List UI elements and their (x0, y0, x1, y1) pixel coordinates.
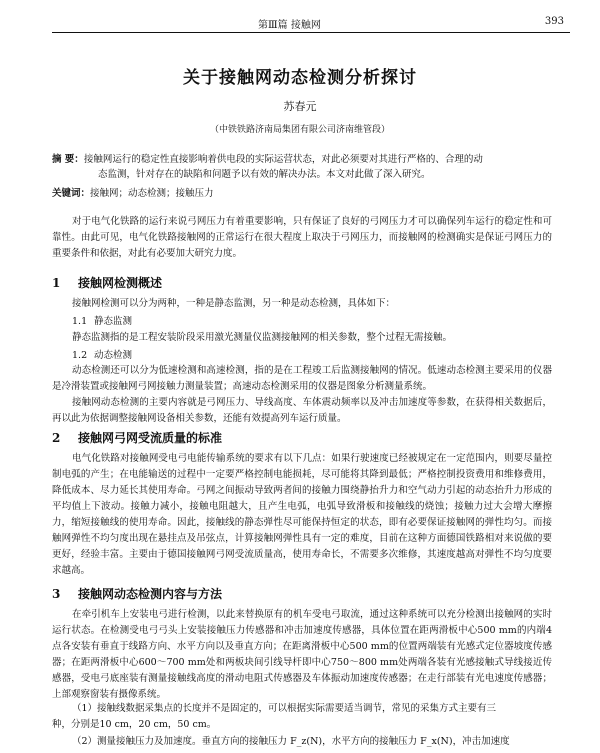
section-2-number: 2 (52, 431, 61, 445)
subsection-1-2-title: 动态检测 (94, 350, 133, 361)
section-3-number: 3 (52, 587, 61, 601)
page-number: 393 (544, 16, 564, 27)
author: 苏春元 (283, 100, 317, 113)
subsection-1-1-text: 静态监测指的是工程安装阶段采用激光测量仪监测接触网的相关参数，整个过程无需接触。 (72, 332, 453, 343)
section-3-heading (52, 585, 222, 602)
subsection-1-2-heading (72, 347, 132, 361)
subsection-1-1-heading (72, 313, 132, 327)
section-1-title: 接触网检测概述 (78, 276, 163, 290)
abstract (52, 152, 552, 182)
section-1-heading (52, 274, 162, 291)
subsection-1-1-title: 静态监测 (94, 316, 133, 327)
section-2-heading (52, 429, 222, 446)
keywords-label: 关键词： (52, 188, 91, 199)
subsection-1-1-number: 1.1 (72, 316, 88, 327)
section-2-paragraph: 电气化铁路对接触网受电弓电能传输系统的要求有以下几点：如果行驶速度已经被规定在一定范围内，则要尽量控制电弧的产生；在电能输送的过程中一定要严格控制电能损耗，尽可能将其降到最低；严格控制投资费用和维修费用，降低成本、尽力延长其使用寿命。弓网之间振动导致两者间的接触力围绕静抬升力和空气动力引起的动态抬升力形成的平均值上下波动。接触力减小，接触电阻越大，且产生电弧，电弧导致滑板和接触线的烧蚀；接触力过大会增大摩擦力，缩短接触线的使用寿命。因此，接触线的静态弹性尽可能保持恒定的状态，即有必要保证接触网的弹性均匀。而接触网弹性不均匀度出现在悬挂点及吊弦点，计算接触网弹性具有一定的难度，目前在这种方面德国铁路相对来说做的要更好，经验丰富。主要由于德国接触网弓网受流质量高，使用寿命长，不需要多次维修，其速度越高对弹性不均匀度要求越高。 (52, 453, 552, 576)
subsection-1-2-number: 1.2 (72, 350, 88, 361)
running-header (52, 14, 570, 33)
abstract-line1: 接触网运行的稳定性直接影响着供电段的实际运营状态，对此必须要对其进行严格的、合理的动 (83, 154, 483, 165)
subsection-1-2-paragraph-1: 动态检测还可以分为低速检测和高速检测，指的是在工程竣工后监测接触网的情况。低速动态检测主要采用的仪器是冷滑装置或接触网弓网接触力测量装置；高速动态检测采用的仪器是图象分析测量系统。 (52, 365, 552, 392)
abstract-label: 摘 要： (52, 154, 84, 165)
section-3-item-1-line-2: 种，分别是10 cm，20 cm，50 cm。 (52, 719, 217, 730)
section-2-title: 接触网弓网受流质量的标准 (78, 431, 223, 445)
affiliation: （中铁铁路济南局集团有限公司济南维管段） (209, 125, 390, 135)
section-1-intro: 接触网检测可以分为两种，一种是静态监测，另一种是动态检测，具体如下： (72, 298, 396, 309)
section-3-paragraph: 在牵引机车上安装电弓进行检测，以此来替换原有的机车受电弓取流，通过这种系统可以充分检测出接触网的实时运行状态。在检测受电弓弓头上安装接触压力传感器和冲击加速度传感器，具体位置在距两滑板中心500 mm的内端4点各安装有垂直于线路方向、水平方向以及垂直方向；在距离滑板中心500 mm的位置两端装有光感式定位器坡度传感器；在距两滑板中心600～700 mm处和两板块间引线导杆即中心750～800 mm处两端各装有光感接触式导线接近传感器，受电弓底座装有测量接触线高度的滑动电阻式传感器及车体振动加速度传感器；在走行部装有光电速度传感器；上部观察窗装有摄像系统。 (52, 609, 552, 700)
header-section: 第Ⅲ篇 接触网 (258, 20, 321, 31)
intro-paragraph: 对于电气化铁路的运行来说弓网压力有着重要影响，只有保证了良好的弓网压力才可以确保列车运行的稳定性和可靠性。由此可见，电气化铁路接触网的正常运行在很大程度上取决于弓网压力，而接触网的检测确实是保证弓网压力的重要条件和依据，对此有必要加大研究力度。 (52, 216, 552, 259)
keywords (52, 185, 214, 199)
section-1-number: 1 (52, 276, 61, 290)
paper-title: 关于接触网动态检测分析探讨 (183, 68, 417, 88)
keywords-text: 接触网；动态检测；接触压力 (90, 188, 214, 199)
abstract-line2: 态监测，针对存在的缺陷和问题予以有效的解决办法。本文对此做了深入研究。 (98, 169, 431, 180)
subsection-1-2-paragraph-2: 接触网动态检测的主要内容就是弓网压力、导线高度、车体震动频率以及冲击加速度等参数，在获得相关数据后，再以此为依据调整接触网设备相关参数，还能有效提高列车运行质量。 (52, 397, 552, 424)
section-3-item-1-line-1: （1）接触线数据采集点的长度并不是固定的，可以根据实际需要适当调节，常见的采集方式主要有三 (72, 703, 497, 714)
section-3-title: 接触网动态检测内容与方法 (78, 587, 223, 601)
section-3-item-2: （2）测量接触压力及加速度。垂直方向的接触压力 F_z(N)，水平方向的接触压力 F_x(N)，冲击加速度 (72, 736, 510, 747)
